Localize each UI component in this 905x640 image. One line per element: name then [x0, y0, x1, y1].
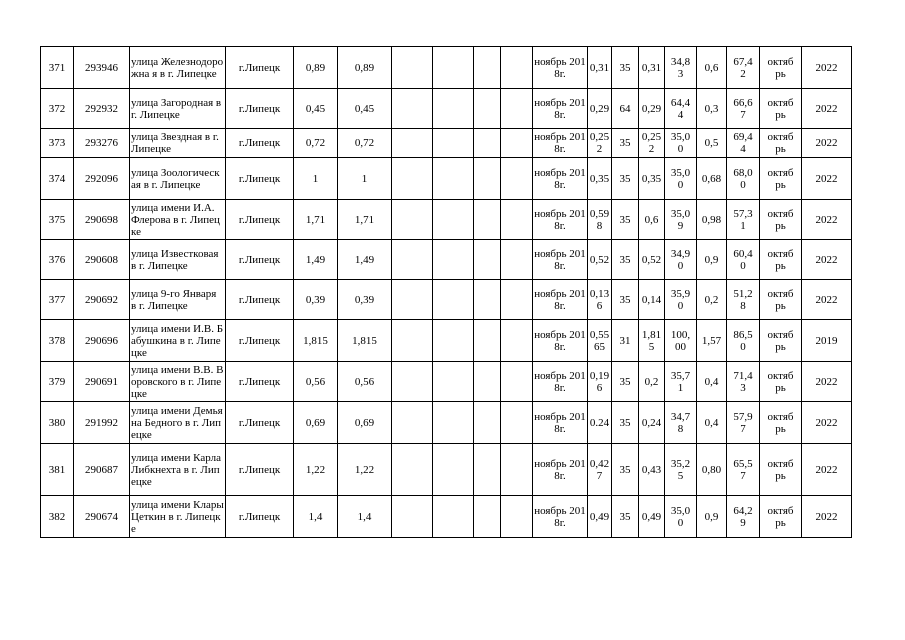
cell-value-b: 35: [612, 47, 639, 89]
cell-row-number: 375: [41, 200, 74, 240]
cell-empty-col-4: [501, 362, 533, 402]
cell-row-number: 376: [41, 240, 74, 280]
cell-length-value: 0,72: [338, 129, 392, 158]
cell-value-a: 0,52: [588, 240, 612, 280]
cell-month: октяб рь: [760, 89, 802, 129]
cell-empty-col-3: [474, 280, 501, 320]
cell-empty-col-1: [392, 402, 433, 444]
table-row: [41, 240, 852, 280]
cell-value-c: 1,81 5: [639, 320, 665, 362]
cell-city: г.Липецк: [226, 158, 294, 200]
cell-value-b: 31: [612, 320, 639, 362]
cell-empty-col-2: [433, 200, 474, 240]
cell-length-total: 1,4: [294, 496, 338, 538]
cell-month: октяб рь: [760, 280, 802, 320]
cell-value-e: 1,57: [697, 320, 727, 362]
cell-row-number: 377: [41, 280, 74, 320]
cell-survey-date: ноябрь 2018г.: [533, 320, 588, 362]
cell-survey-date: ноябрь 2018г.: [533, 200, 588, 240]
cell-month: октяб рь: [760, 362, 802, 402]
table-row: [41, 158, 852, 200]
cell-length-value: 1,4: [338, 496, 392, 538]
cell-empty-col-2: [433, 444, 474, 496]
cell-road-name: улица 9-го Января в г. Липецке: [130, 280, 226, 320]
cell-value-f: 86,5 0: [727, 320, 760, 362]
cell-value-f: 57,9 7: [727, 402, 760, 444]
cell-value-a: 0,25 2: [588, 129, 612, 158]
cell-empty-col-3: [474, 320, 501, 362]
cell-value-e: 0,98: [697, 200, 727, 240]
cell-empty-col-1: [392, 320, 433, 362]
cell-survey-date: ноябрь 2018г.: [533, 402, 588, 444]
cell-city: г.Липецк: [226, 402, 294, 444]
cell-row-number: 373: [41, 129, 74, 158]
cell-value-b: 35: [612, 240, 639, 280]
cell-empty-col-3: [474, 200, 501, 240]
cell-value-c: 0,29: [639, 89, 665, 129]
cell-survey-date: ноябрь 2018г.: [533, 496, 588, 538]
cell-empty-col-1: [392, 496, 433, 538]
cell-empty-col-1: [392, 362, 433, 402]
cell-road-id: 291992: [74, 402, 130, 444]
cell-road-name: улица Загородная в г. Липецке: [130, 89, 226, 129]
cell-empty-col-3: [474, 496, 501, 538]
cell-row-number: 381: [41, 444, 74, 496]
cell-empty-col-3: [474, 362, 501, 402]
cell-road-name: улица имени Клары Цеткин в г. Липецке: [130, 496, 226, 538]
cell-month: октяб рь: [760, 47, 802, 89]
cell-empty-col-3: [474, 89, 501, 129]
cell-length-total: 1,49: [294, 240, 338, 280]
cell-month: октяб рь: [760, 200, 802, 240]
cell-empty-col-3: [474, 129, 501, 158]
cell-value-b: 35: [612, 200, 639, 240]
cell-value-b: 35: [612, 129, 639, 158]
cell-empty-col-2: [433, 320, 474, 362]
cell-value-f: 57,3 1: [727, 200, 760, 240]
table-row: [41, 47, 852, 89]
cell-year: 2022: [802, 158, 852, 200]
cell-city: г.Липецк: [226, 496, 294, 538]
cell-empty-col-4: [501, 129, 533, 158]
cell-value-a: 0.24: [588, 402, 612, 444]
cell-value-d: 35,0 9: [665, 200, 697, 240]
cell-empty-col-1: [392, 158, 433, 200]
cell-length-value: 1,815: [338, 320, 392, 362]
cell-length-total: 0,39: [294, 280, 338, 320]
cell-value-d: 34,8 3: [665, 47, 697, 89]
cell-value-e: 0,9: [697, 496, 727, 538]
cell-value-e: 0,5: [697, 129, 727, 158]
table-body: [41, 47, 852, 538]
cell-empty-col-4: [501, 402, 533, 444]
cell-value-c: 0,31: [639, 47, 665, 89]
cell-empty-col-2: [433, 496, 474, 538]
cell-value-a: 0,55 65: [588, 320, 612, 362]
road-repair-table: [40, 46, 852, 538]
cell-length-total: 0,89: [294, 47, 338, 89]
cell-year: 2019: [802, 320, 852, 362]
cell-road-id: 290608: [74, 240, 130, 280]
cell-road-id: 293276: [74, 129, 130, 158]
cell-month: октяб рь: [760, 320, 802, 362]
cell-value-d: 100, 00: [665, 320, 697, 362]
table-row: [41, 444, 852, 496]
cell-value-b: 35: [612, 280, 639, 320]
cell-year: 2022: [802, 129, 852, 158]
cell-city: г.Липецк: [226, 320, 294, 362]
cell-month: октяб рь: [760, 129, 802, 158]
cell-value-c: 0,52: [639, 240, 665, 280]
cell-value-a: 0,59 8: [588, 200, 612, 240]
table-row: [41, 402, 852, 444]
cell-road-id: 290692: [74, 280, 130, 320]
cell-empty-col-3: [474, 158, 501, 200]
cell-length-value: 1,49: [338, 240, 392, 280]
cell-road-name: улица Зоологическая в г. Липецке: [130, 158, 226, 200]
cell-road-id: 290691: [74, 362, 130, 402]
cell-year: 2022: [802, 444, 852, 496]
cell-empty-col-1: [392, 200, 433, 240]
cell-empty-col-3: [474, 402, 501, 444]
cell-row-number: 382: [41, 496, 74, 538]
table-row: [41, 362, 852, 402]
cell-road-id: 290696: [74, 320, 130, 362]
cell-value-f: 67,4 2: [727, 47, 760, 89]
cell-row-number: 380: [41, 402, 74, 444]
cell-month: октяб рь: [760, 158, 802, 200]
cell-value-a: 0,35: [588, 158, 612, 200]
cell-survey-date: ноябрь 2018г.: [533, 280, 588, 320]
cell-empty-col-1: [392, 240, 433, 280]
cell-length-value: 0,45: [338, 89, 392, 129]
cell-value-f: 60,4 0: [727, 240, 760, 280]
cell-length-total: 0,72: [294, 129, 338, 158]
cell-value-b: 35: [612, 496, 639, 538]
cell-empty-col-1: [392, 89, 433, 129]
cell-empty-col-3: [474, 240, 501, 280]
cell-empty-col-2: [433, 158, 474, 200]
cell-empty-col-2: [433, 240, 474, 280]
cell-empty-col-2: [433, 47, 474, 89]
cell-value-c: 0,6: [639, 200, 665, 240]
table-row: [41, 280, 852, 320]
cell-value-a: 0,49: [588, 496, 612, 538]
cell-empty-col-1: [392, 280, 433, 320]
cell-length-value: 1: [338, 158, 392, 200]
cell-length-value: 1,22: [338, 444, 392, 496]
cell-empty-col-4: [501, 200, 533, 240]
table-row: [41, 320, 852, 362]
cell-empty-col-4: [501, 320, 533, 362]
cell-value-e: 0,4: [697, 362, 727, 402]
cell-road-name: улица имени И.А. Флерова в г. Липецке: [130, 200, 226, 240]
cell-value-c: 0,24: [639, 402, 665, 444]
cell-length-total: 1,71: [294, 200, 338, 240]
cell-row-number: 378: [41, 320, 74, 362]
cell-road-name: улица имени В.В. Воровского в г. Липецке: [130, 362, 226, 402]
cell-survey-date: ноябрь 2018г.: [533, 444, 588, 496]
cell-road-name: улица имени И.В. Бабушкина в г. Липецке: [130, 320, 226, 362]
cell-value-f: 71,4 3: [727, 362, 760, 402]
cell-month: октяб рь: [760, 240, 802, 280]
cell-road-name: улица имени Карла Либкнехта в г. Липецке: [130, 444, 226, 496]
cell-value-f: 69,4 4: [727, 129, 760, 158]
cell-road-name: улица Железнодорожна я в г. Липецке: [130, 47, 226, 89]
cell-empty-col-2: [433, 129, 474, 158]
cell-value-b: 35: [612, 158, 639, 200]
cell-value-e: 0,4: [697, 402, 727, 444]
cell-empty-col-3: [474, 444, 501, 496]
cell-city: г.Липецк: [226, 89, 294, 129]
cell-length-value: 1,71: [338, 200, 392, 240]
cell-empty-col-4: [501, 444, 533, 496]
cell-empty-col-1: [392, 129, 433, 158]
cell-month: октяб рь: [760, 402, 802, 444]
cell-empty-col-4: [501, 240, 533, 280]
cell-empty-col-4: [501, 158, 533, 200]
cell-row-number: 372: [41, 89, 74, 129]
cell-survey-date: ноябрь 2018г.: [533, 47, 588, 89]
cell-year: 2022: [802, 47, 852, 89]
cell-value-f: 51,2 8: [727, 280, 760, 320]
cell-empty-col-2: [433, 280, 474, 320]
cell-value-f: 65,5 7: [727, 444, 760, 496]
cell-value-d: 35,0 0: [665, 158, 697, 200]
cell-value-b: 35: [612, 402, 639, 444]
cell-value-a: 0,29: [588, 89, 612, 129]
cell-value-b: 35: [612, 444, 639, 496]
cell-length-value: 0,89: [338, 47, 392, 89]
cell-road-id: 290698: [74, 200, 130, 240]
cell-length-total: 1: [294, 158, 338, 200]
cell-value-d: 35,0 0: [665, 129, 697, 158]
cell-value-a: 0,19 6: [588, 362, 612, 402]
cell-length-value: 0,56: [338, 362, 392, 402]
cell-empty-col-4: [501, 89, 533, 129]
cell-survey-date: ноябрь 2018г.: [533, 158, 588, 200]
cell-value-c: 0,25 2: [639, 129, 665, 158]
cell-road-id: 293946: [74, 47, 130, 89]
cell-value-c: 0,14: [639, 280, 665, 320]
cell-empty-col-2: [433, 402, 474, 444]
cell-value-c: 0,2: [639, 362, 665, 402]
cell-empty-col-2: [433, 89, 474, 129]
cell-value-a: 0,31: [588, 47, 612, 89]
cell-road-name: улица Звездная в г. Липецке: [130, 129, 226, 158]
cell-value-d: 34,7 8: [665, 402, 697, 444]
cell-value-f: 64,2 9: [727, 496, 760, 538]
cell-city: г.Липецк: [226, 200, 294, 240]
cell-year: 2022: [802, 496, 852, 538]
cell-road-name: улица имени Демьяна Бедного в г. Липецке: [130, 402, 226, 444]
cell-road-name: улица Известковая в г. Липецке: [130, 240, 226, 280]
cell-city: г.Липецк: [226, 444, 294, 496]
cell-value-c: 0,49: [639, 496, 665, 538]
cell-value-e: 0,6: [697, 47, 727, 89]
cell-year: 2022: [802, 362, 852, 402]
cell-year: 2022: [802, 89, 852, 129]
cell-row-number: 374: [41, 158, 74, 200]
cell-value-b: 35: [612, 362, 639, 402]
cell-value-e: 0,80: [697, 444, 727, 496]
cell-value-a: 0,42 7: [588, 444, 612, 496]
cell-value-f: 66,6 7: [727, 89, 760, 129]
cell-length-total: 0,69: [294, 402, 338, 444]
cell-length-total: 0,45: [294, 89, 338, 129]
cell-row-number: 379: [41, 362, 74, 402]
cell-month: октяб рь: [760, 496, 802, 538]
cell-road-id: 290674: [74, 496, 130, 538]
cell-empty-col-4: [501, 280, 533, 320]
cell-length-total: 0,56: [294, 362, 338, 402]
cell-month: октяб рь: [760, 444, 802, 496]
cell-city: г.Липецк: [226, 280, 294, 320]
cell-empty-col-4: [501, 47, 533, 89]
cell-survey-date: ноябрь 2018г.: [533, 129, 588, 158]
table-row: [41, 129, 852, 158]
cell-survey-date: ноябрь 2018г.: [533, 362, 588, 402]
cell-road-id: 292932: [74, 89, 130, 129]
cell-year: 2022: [802, 200, 852, 240]
cell-city: г.Липецк: [226, 240, 294, 280]
cell-value-e: 0,2: [697, 280, 727, 320]
cell-city: г.Липецк: [226, 129, 294, 158]
cell-length-total: 1,815: [294, 320, 338, 362]
cell-value-c: 0,35: [639, 158, 665, 200]
cell-value-e: 0,68: [697, 158, 727, 200]
cell-survey-date: ноябрь 2018г.: [533, 89, 588, 129]
cell-value-d: 35,9 0: [665, 280, 697, 320]
cell-value-e: 0,3: [697, 89, 727, 129]
cell-value-c: 0,43: [639, 444, 665, 496]
cell-value-d: 35,2 5: [665, 444, 697, 496]
cell-value-e: 0,9: [697, 240, 727, 280]
cell-empty-col-2: [433, 362, 474, 402]
cell-length-value: 0,69: [338, 402, 392, 444]
table-row: [41, 89, 852, 129]
cell-road-id: 290687: [74, 444, 130, 496]
cell-empty-col-3: [474, 47, 501, 89]
cell-survey-date: ноябрь 2018г.: [533, 240, 588, 280]
cell-road-id: 292096: [74, 158, 130, 200]
cell-row-number: 371: [41, 47, 74, 89]
cell-year: 2022: [802, 280, 852, 320]
cell-empty-col-4: [501, 496, 533, 538]
cell-value-d: 34,9 0: [665, 240, 697, 280]
table-row: [41, 496, 852, 538]
cell-value-d: 64,4 4: [665, 89, 697, 129]
cell-empty-col-1: [392, 47, 433, 89]
cell-empty-col-1: [392, 444, 433, 496]
cell-year: 2022: [802, 402, 852, 444]
cell-value-b: 64: [612, 89, 639, 129]
cell-length-total: 1,22: [294, 444, 338, 496]
cell-city: г.Липецк: [226, 47, 294, 89]
cell-value-d: 35,7 1: [665, 362, 697, 402]
cell-value-a: 0,13 6: [588, 280, 612, 320]
table-row: [41, 200, 852, 240]
cell-value-d: 35,0 0: [665, 496, 697, 538]
cell-value-f: 68,0 0: [727, 158, 760, 200]
cell-year: 2022: [802, 240, 852, 280]
cell-length-value: 0,39: [338, 280, 392, 320]
cell-city: г.Липецк: [226, 362, 294, 402]
